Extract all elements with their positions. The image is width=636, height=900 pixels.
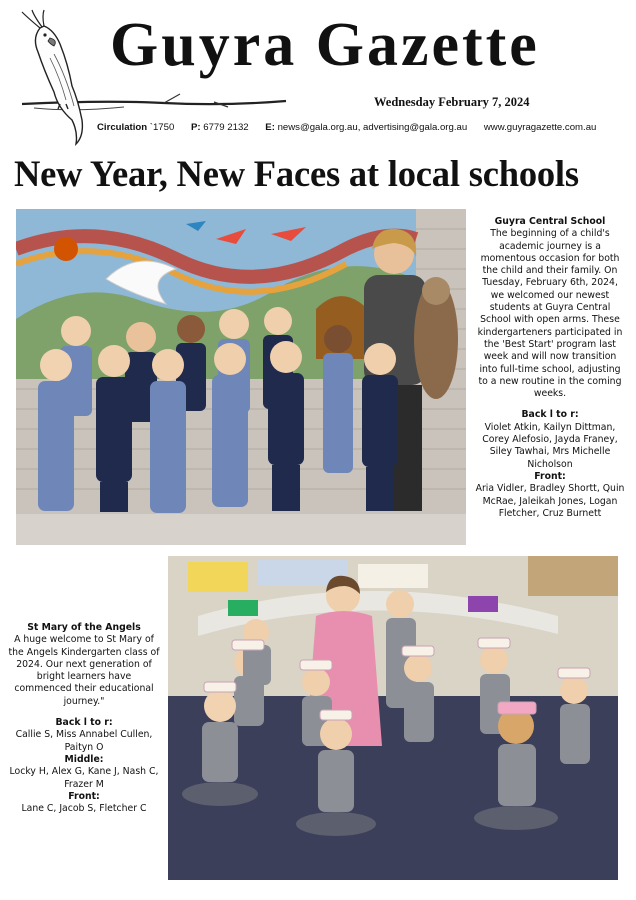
email-label: E: [265,122,275,133]
guyra-front-names: Aria Vidler, Bradley Shortt, Quin McRae, Jaleikah Jones, Logan Fletcher, Cruz Burnett [475,483,625,519]
headline: New Year, New Faces at local schools [14,153,579,194]
guyra-story-body: The beginning of a child's academic journey is a momentous occasion for both the child and their family. On Tuesday, February 6th, 2024, we welcomed our newest students at Guyra Central School with open arms. These kindergarteners participated in the 'Best Start' program last week and will now transition into full-time school, adjusting to a new routine in the coming weeks. [477,228,623,400]
stmary-class-photo [168,556,618,880]
phone-label: P: [191,122,201,133]
stmary-back-names: Callie S, Miss Annabel Cullen, Paityn O [15,729,153,753]
circulation-label: Circulation [97,122,148,133]
guyra-story-title: Guyra Central School [494,216,606,227]
stmary-back-heading: Back l to r: [55,717,113,729]
stmary-story-body: A huge welcome to St Mary of the Angels Kindergarten class of 2024. Our next generation of bright learners have commenced their educational journey." [8,634,160,707]
guyra-story [474,216,626,520]
phone-value: 6779 2132 [203,122,249,133]
guyra-front-heading: Front: [534,470,566,482]
masthead [0,0,636,140]
contact-row [97,122,617,133]
stmary-story-title: St Mary of the Angels [27,622,141,633]
stmary-middle-names: Locky H, Alex G, Kane J, Nash C, Frazer M [9,766,159,790]
stmary-front-names: Lane C, Jacob S, Fletcher C [21,803,147,815]
email-value[interactable]: news@gala.org.au, advertising@gala.org.au [277,122,468,133]
stmary-front-heading: Front: [68,790,100,802]
circulation-value: `1750 [149,122,175,133]
guyra-back-names: Violet Atkin, Kailyn Dittman, Corey Alefosio, Jayda Franey, Siley Tawhai, Mrs Michelle Nicholson [482,421,618,470]
guyra-class-photo [16,209,466,545]
stmary-middle-heading: Middle: [64,753,104,765]
website-link[interactable]: www.guyragazette.com.au [483,122,597,133]
issue-date: Wednesday February 7, 2024 [374,95,530,109]
stmary-story [8,622,160,815]
guyra-back-heading: Back l to r: [521,409,579,421]
paper-name: Guyra Gazette [110,11,540,79]
